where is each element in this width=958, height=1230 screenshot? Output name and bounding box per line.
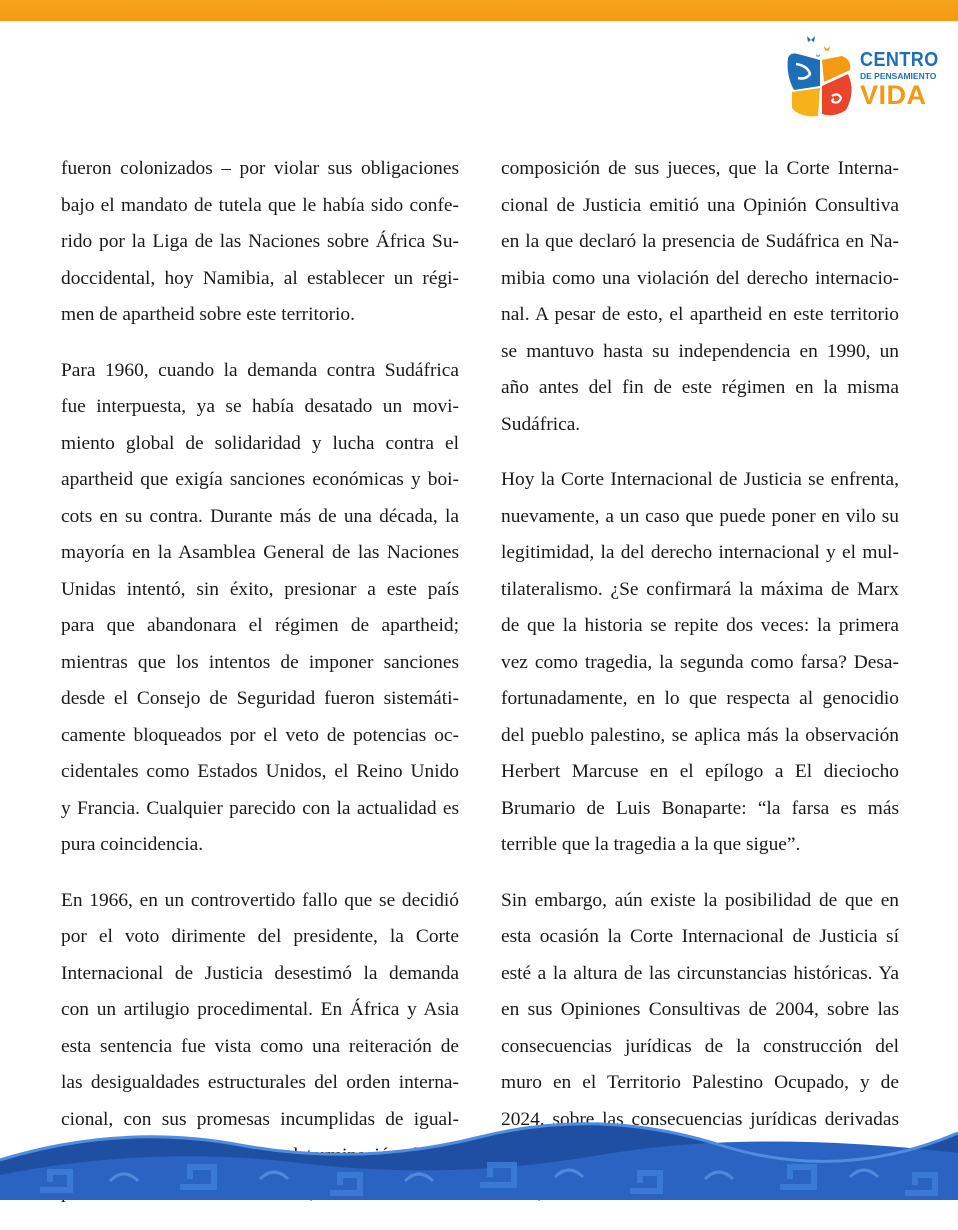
text-line: las desigualdades estructurales del orden interna- xyxy=(61,1072,459,1093)
text-line: nuevamente, a un caso que puede poner en vilo su xyxy=(501,505,899,527)
text-line: En 1966, en un controvertido fallo que se decidió xyxy=(61,889,459,911)
text-line: por el voto dirimente del presidente, la Corte xyxy=(61,926,459,947)
text-line: Sudáfrica. xyxy=(501,413,581,435)
text-line: composición de sus jueces, que la Corte Interna- xyxy=(501,158,899,179)
text-line: esté a la altura de las circunstancias históricas. Ya xyxy=(501,962,899,984)
paragraph xyxy=(61,151,459,334)
text-line: terrible que la tragedia a la que sigue”. xyxy=(501,834,801,855)
text-line: se mantuvo hasta su independencia en 1990, un xyxy=(501,340,899,362)
text-line: miento global de solidaridad y lucha contra el xyxy=(61,432,459,454)
logo-title-centro: CENTRO xyxy=(860,49,939,71)
text-line: Internacional de Justicia desestimó la demanda xyxy=(61,962,459,984)
text-line: cional de Justicia emitió una Opinión Consultiva xyxy=(501,194,899,216)
text-line: mayoría en la Asamblea General de las Naciones xyxy=(61,542,459,563)
text-line: Para 1960, cuando la demanda contra Sudáfrica xyxy=(61,359,459,381)
text-line: cidentales como Estados Unidos, el Reino Unido xyxy=(61,761,459,782)
text-line: cional, con sus promesas incumplidas de igual- xyxy=(61,1108,459,1130)
text-line: men de apartheid sobre este territorio. xyxy=(61,304,355,325)
paragraph xyxy=(501,151,899,443)
logo-subtitle: DE PENSAMIENTO xyxy=(860,71,937,81)
paragraph xyxy=(501,462,899,864)
text-line: muro en el Territorio Palestino Ocupado, y de xyxy=(501,1072,899,1093)
text-line: Sin embargo, aún existe la posibilidad de que en xyxy=(501,889,899,911)
text-line: legitimidad, la del derecho internacional y el mul- xyxy=(501,542,899,563)
text-line: pura coincidencia. xyxy=(61,834,204,855)
text-line: Unidas intentó, sin éxito, presionar a este país xyxy=(61,578,459,600)
text-line: de que la historia se repite dos veces: la primera xyxy=(501,615,899,636)
text-line: fue interpuesta, ya se había desatado un movi- xyxy=(61,396,459,417)
text-line: nal. A pesar de esto, el apartheid en este territorio xyxy=(501,304,899,325)
text-line: Herbert Marcuse en el epílogo a El dieciocho xyxy=(501,761,899,782)
text-line: bajo el mandato de tutela que le había sido confe- xyxy=(61,194,459,216)
text-line: esta ocasión la Corte Internacional de Justicia sí xyxy=(501,926,899,947)
text-line: año antes del fin de este régimen en la misma xyxy=(501,377,899,398)
text-line: mibia como una violación del derecho internacio- xyxy=(501,267,899,289)
text-line: camente bloqueados por el veto de potencias oc- xyxy=(61,724,459,746)
top-accent-bar xyxy=(0,0,958,21)
text-line: desde el Consejo de Seguridad fueron sistemáti- xyxy=(61,688,459,709)
butterfly-logo-icon xyxy=(780,30,860,120)
text-line: 2024, sobre las consecuencias jurídicas derivadas xyxy=(501,1108,899,1130)
paragraph xyxy=(61,353,459,864)
text-line: del pueblo palestino, se aplica más la observación xyxy=(501,724,899,746)
text-line: esta sentencia fue vista como una reiteración de xyxy=(61,1035,459,1057)
logo-title-vida: VIDA xyxy=(860,79,927,110)
text-line: Hoy la Corte Internacional de Justicia se enfrenta, xyxy=(501,469,899,490)
text-line: apartheid que exigía sanciones económicas y boi- xyxy=(61,469,459,490)
text-line: vez como tragedia, la segunda como farsa? Desa- xyxy=(501,651,899,673)
text-line: mientras que los intentos de imponer sanciones xyxy=(61,651,459,673)
text-line: fueron colonizados – por violar sus obligaciones xyxy=(61,158,459,179)
text-line: Brumario de Luis Bonaparte: “la farsa es más xyxy=(501,797,899,819)
left-text-column xyxy=(61,151,459,1230)
text-line: tilateralismo. ¿Se confirmará la máxima de Marx xyxy=(501,578,899,600)
footer-wave-pattern xyxy=(0,1115,958,1200)
text-line: y Francia. Cualquier parecido con la actualidad es xyxy=(61,797,459,819)
text-line: para que abandonara el régimen de apartheid; xyxy=(61,615,459,636)
centro-pensamiento-vida-logo xyxy=(780,30,940,120)
text-line: con un artilugio procedimental. En África y Asia xyxy=(61,999,459,1020)
text-line: doccidental, hoy Namibia, al establecer un régi- xyxy=(61,267,459,289)
text-line: cots en su contra. Durante más de una década, la xyxy=(61,505,459,527)
right-text-column xyxy=(501,151,899,1230)
text-line: en la que declaró la presencia de Sudáfrica en Na- xyxy=(501,231,899,252)
text-line: en sus Opiniones Consultivas de 2004, sobre las xyxy=(501,999,899,1020)
text-line: fortunadamente, en lo que respecta al genocidio xyxy=(501,688,899,709)
text-line: consecuencias jurídicas de la construcción del xyxy=(501,1035,899,1057)
text-line: rido por la Liga de las Naciones sobre África Su- xyxy=(61,231,459,252)
